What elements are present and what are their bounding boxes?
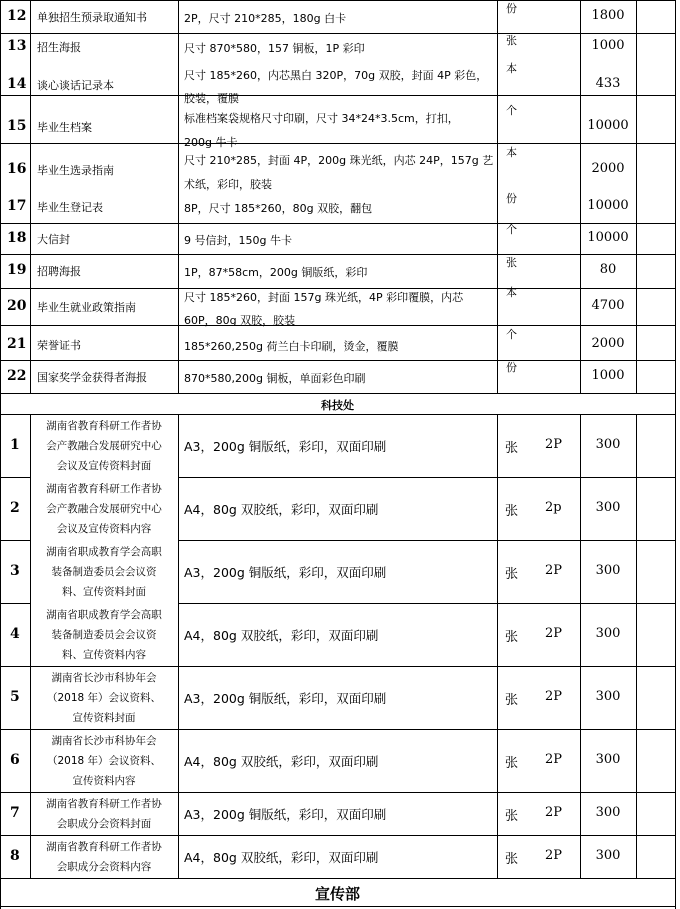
- item-name: 招生海报: [37, 41, 81, 54]
- item-name: 谈心谈话记录本: [37, 79, 114, 92]
- item-spec: 胶装，覆膜: [184, 92, 239, 105]
- item-quantity: 300: [595, 689, 621, 704]
- item-quantity: 433: [595, 76, 621, 91]
- item-spec: 8P，尺寸 185*260，80g 双胶，翻包: [184, 202, 373, 215]
- column-divider: [0, 0, 1, 393]
- item-name-line: 会职成分会资料封面: [56, 818, 152, 830]
- item-name-line: 湖南省教育科研工作者协: [46, 841, 162, 853]
- item-name-line: （2018 年）会议资料、: [46, 692, 162, 704]
- row-divider: [0, 878, 675, 879]
- item-quantity: 80: [599, 262, 617, 277]
- row-number: 13: [7, 38, 27, 54]
- item-quantity: 300: [595, 626, 621, 641]
- row-number: 14: [7, 76, 27, 92]
- item-spec: A4，80g 双胶纸，彩印，双面印刷: [184, 754, 379, 769]
- item-spec: 尺寸 870*580，157 铜板，1P 彩印: [184, 42, 365, 55]
- section-heading-kejichu: 科技处: [321, 399, 354, 412]
- item-unit: 个: [506, 223, 517, 236]
- row-divider: [0, 477, 30, 478]
- item-name: 招聘海报: [37, 265, 81, 278]
- item-quantity: 2000: [591, 336, 625, 351]
- column-divider: [636, 414, 637, 878]
- item-name-line: 湖南省长沙市科协年会: [51, 735, 157, 747]
- item-name: [30, 479, 178, 539]
- item-unit: 张: [505, 756, 519, 771]
- item-name-line: 湖南省长沙市科协年会: [51, 672, 157, 684]
- item-name: [30, 794, 178, 834]
- column-divider: [178, 0, 179, 393]
- item-unit: 张: [506, 256, 517, 269]
- row-divider: [178, 477, 675, 478]
- item-name: 毕业生就业政策指南: [37, 301, 136, 314]
- item-quantity: 300: [595, 752, 621, 767]
- row-divider: [0, 729, 675, 730]
- item-unit: 本: [506, 146, 517, 159]
- item-spec: A3，200g 铜版纸，彩印，双面印刷: [184, 565, 387, 580]
- item-name-line: 会产教融合发展研究中心: [46, 440, 162, 452]
- item-name: [30, 416, 178, 476]
- item-name: [30, 837, 178, 877]
- row-divider: [0, 0, 675, 1]
- row-number: 12: [7, 8, 27, 24]
- row-divider: [0, 325, 675, 326]
- item-name: [30, 731, 178, 791]
- item-spec: 尺寸 185*260，内芯黑白 320P，70g 双胶，封面 4P 彩色，: [184, 69, 488, 82]
- row-divider: [0, 254, 675, 255]
- row-number: 15: [7, 118, 27, 134]
- item-name-line: 宣传资料内容: [72, 775, 136, 787]
- item-unit: 张: [506, 34, 517, 47]
- row-divider: [0, 414, 675, 415]
- item-unit: 张: [505, 809, 519, 824]
- item-name-line: 湖南省教育科研工作者协: [46, 483, 162, 495]
- column-divider: [675, 0, 676, 393]
- column-divider: [675, 393, 676, 909]
- item-unit: 份: [506, 2, 517, 15]
- item-quantity: 300: [595, 500, 621, 515]
- column-divider: [580, 0, 581, 393]
- column-divider: [636, 0, 637, 393]
- item-name: 毕业生选录指南: [37, 164, 114, 177]
- column-divider: [178, 414, 179, 878]
- row-number: 4: [10, 626, 20, 642]
- row-number: 21: [7, 336, 27, 352]
- item-spec: 尺寸 185*260，封面 157g 珠光纸，4P 彩印覆膜，内芯: [184, 291, 464, 304]
- item-quantity: 300: [595, 563, 621, 578]
- row-number: 17: [7, 198, 27, 214]
- item-name-line: （2018 年）会议资料、: [46, 755, 162, 767]
- item-spec: A4，80g 双胶纸，彩印，双面印刷: [184, 502, 379, 517]
- item-unit: 份: [506, 361, 517, 374]
- row-divider: [0, 835, 675, 836]
- item-spec: A4，80g 双胶纸，彩印，双面印刷: [184, 628, 379, 643]
- column-divider: [497, 414, 498, 878]
- item-name-line: 湖南省职成教育学会高职: [46, 546, 162, 558]
- item-name: [30, 542, 178, 602]
- item-name-line: 会议及宣传资料封面: [56, 460, 152, 472]
- item-quantity: 300: [595, 848, 621, 863]
- item-spec: A3，200g 铜版纸，彩印，双面印刷: [184, 439, 387, 454]
- column-divider: [497, 0, 498, 393]
- item-name-line: 宣传资料封面: [72, 712, 136, 724]
- item-unit: 张: [505, 441, 519, 456]
- row-number: 20: [7, 298, 27, 314]
- item-quantity: 1000: [591, 368, 625, 383]
- item-name-line: 会议及宣传资料内容: [56, 523, 152, 535]
- row-number: 1: [10, 437, 20, 453]
- item-name-line: 会产教融合发展研究中心: [46, 503, 162, 515]
- row-divider: [0, 223, 675, 224]
- item-spec: 200g 牛卡: [184, 136, 238, 149]
- item-spec: 60P，80g 双胶，胶装: [184, 314, 296, 327]
- row-divider: [0, 360, 675, 361]
- item-unit: 个: [506, 104, 517, 117]
- row-divider: [0, 906, 675, 907]
- item-name-line: 料、宣传资料封面: [62, 586, 146, 598]
- column-divider: [30, 0, 31, 393]
- item-spec: A3，200g 铜版纸，彩印，双面印刷: [184, 807, 387, 822]
- item-spec: 术纸，彩印，胶装: [184, 178, 272, 191]
- item-unit: 张: [505, 852, 519, 867]
- item-pages: 2p: [545, 500, 562, 515]
- item-name-line: 装备制造委员会会议资: [51, 566, 157, 578]
- item-pages: 2P: [545, 626, 563, 641]
- item-pages: 2P: [545, 437, 563, 452]
- row-divider: [0, 540, 30, 541]
- row-divider: [0, 792, 675, 793]
- item-unit: 张: [505, 693, 519, 708]
- item-unit: 个: [506, 328, 517, 341]
- item-pages: 2P: [545, 752, 563, 767]
- item-name-line: 会职成分会资料内容: [56, 861, 152, 873]
- item-spec: A4，80g 双胶纸，彩印，双面印刷: [184, 850, 379, 865]
- item-name: 单独招生预录取通知书: [37, 11, 147, 24]
- item-name: 大信封: [37, 233, 70, 246]
- item-name-line: 湖南省职成教育学会高职: [46, 609, 162, 621]
- item-name: 荣誉证书: [37, 339, 81, 352]
- item-name: [30, 605, 178, 665]
- row-number: 7: [10, 805, 20, 821]
- item-quantity: 10000: [587, 230, 629, 245]
- item-spec: 870*580,200g 铜板，单面彩色印刷: [184, 372, 366, 385]
- item-name-line: 湖南省教育科研工作者协: [46, 798, 162, 810]
- item-spec: A3，200g 铜版纸，彩印，双面印刷: [184, 691, 387, 706]
- row-divider: [178, 603, 675, 604]
- row-number: 8: [10, 848, 20, 864]
- row-divider: [0, 33, 675, 34]
- item-unit: 张: [505, 504, 519, 519]
- item-pages: 2P: [545, 563, 563, 578]
- row-divider: [0, 603, 30, 604]
- item-unit: 本: [506, 286, 517, 299]
- item-name: 国家奖学金获得者海报: [37, 371, 147, 384]
- item-quantity: 10000: [587, 118, 629, 133]
- item-name: 毕业生档案: [37, 121, 92, 134]
- item-name-line: 装备制造委员会会议资: [51, 629, 157, 641]
- row-number: 5: [10, 689, 20, 705]
- row-number: 18: [7, 230, 27, 246]
- item-quantity: 1000: [591, 38, 625, 53]
- row-divider: [178, 540, 675, 541]
- item-quantity: 300: [595, 805, 621, 820]
- item-pages: 2P: [545, 689, 563, 704]
- item-spec: 标准档案袋规格尺寸印刷，尺寸 34*24*3.5cm，打扣，: [184, 112, 459, 125]
- item-pages: 2P: [545, 805, 563, 820]
- item-spec: 2P，尺寸 210*285，180g 白卡: [184, 12, 347, 25]
- item-spec: 1P，87*58cm，200g 铜版纸，彩印: [184, 266, 368, 279]
- row-number: 16: [7, 161, 27, 177]
- item-unit: 本: [506, 62, 517, 75]
- item-quantity: 4700: [591, 298, 625, 313]
- row-number: 19: [7, 262, 27, 278]
- row-number: 22: [7, 368, 27, 384]
- row-number: 3: [10, 563, 20, 579]
- row-divider: [0, 393, 675, 394]
- item-unit: 张: [505, 567, 519, 582]
- item-quantity: 10000: [587, 198, 629, 213]
- item-spec: 尺寸 210*285，封面 4P，200g 珠光纸，内芯 24P，157g 艺: [184, 154, 494, 167]
- row-divider: [0, 143, 675, 144]
- item-quantity: 300: [595, 437, 621, 452]
- column-divider: [0, 393, 1, 909]
- item-pages: 2P: [545, 848, 563, 863]
- item-name: 毕业生登记表: [37, 201, 103, 214]
- item-quantity: 2000: [591, 161, 625, 176]
- row-divider: [0, 95, 675, 96]
- row-number: 2: [10, 500, 20, 516]
- item-quantity: 1800: [591, 8, 625, 23]
- item-spec: 9 号信封，150g 牛卡: [184, 234, 292, 247]
- section-heading-xuanchuanbu: 宣传部: [314, 885, 360, 903]
- item-unit: 张: [505, 630, 519, 645]
- row-number: 6: [10, 752, 20, 768]
- item-name-line: 湖南省教育科研工作者协: [46, 420, 162, 432]
- item-spec: 185*260,250g 荷兰白卡印刷，烫金，覆膜: [184, 340, 399, 353]
- item-unit: 份: [506, 192, 517, 205]
- item-name: [30, 668, 178, 728]
- item-name-line: 料、宣传资料内容: [62, 649, 146, 661]
- row-divider: [0, 666, 675, 667]
